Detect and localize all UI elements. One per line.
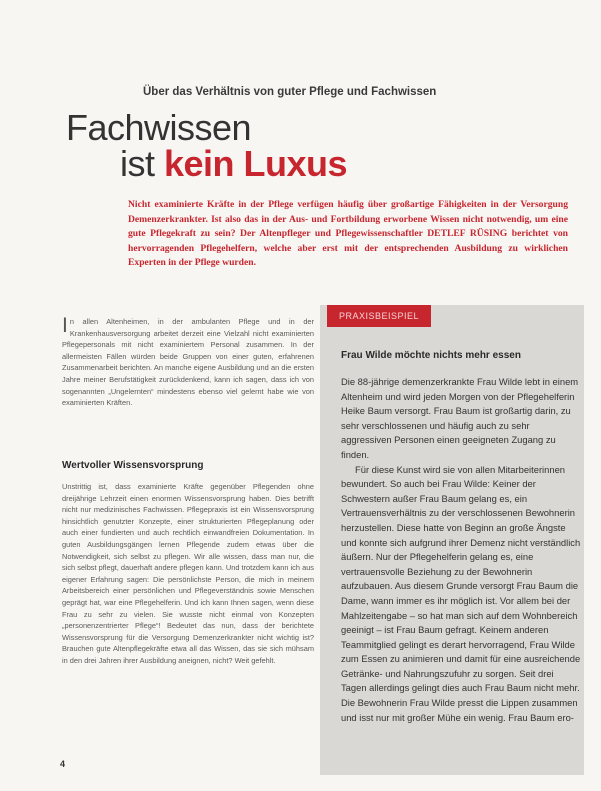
sidebar-paragraph-2: Für diese Kunst wird sie von allen Mitarbeiterinnen bewundert. So auch bei Frau Wilde: Keiner der Schwestern außer Frau Baum gelang es, ein Vertrauensverhältnis zu der verschlossenen Bewohnerin herzustellen. Diese hatte von Beginn an große Ängste und konnte sich aufgrund ihrer Demenz nicht verständlich äußern. Nur der Pflegehelferin gelang es, eine vertrauensvolle Beziehung zu der Bewohnerin aufzubauen. Aus diesem Grunde versorgt Frau Baum die Dame, wann immer es ihr möglich ist. Vor allem bei der Mahlzeitengabe – so hat man sich auf dem Wohnbereich geeinigt – ist Frau Baum gefragt. Keinem anderen Teammitglied gelingt es derart hervorragend, Frau Wilde zum Essen zu animieren und damit für eine ausreichende Getränke- und Nahrungszufuhr zu sorgen. Seit drei Tagen allerdings gelingt dies auch Frau Baum nicht mehr. Die Bewohnerin Frau Wilde presst die Lippen zusammen und isst nur mit großer Mühe ein wenig. Frau Baum ero- — [341, 463, 581, 723]
section-subhead: Wertvoller Wissensvorsprung — [62, 460, 204, 471]
lead-paragraph: Nicht examinierte Kräfte in der Pflege verfügen häufig über großartige Fähigkeiten in der Versorgung Demenzerkrankter. Ist also das in der Aus- und Fortbildung erworbene Wissen nicht notwendig, um eine gute Pflegekraft zu sein? Der Altenpfleger und Pflegewissenschaftler DETLEF RÜSING berichtet von hervorragenden Pflegehelfern, welche aber erst mit der entsprechenden Ausbildung zu wirklichen Experten in der Pflege wurden. — [128, 199, 568, 269]
sidebar-heading: Frau Wilde möchte nichts mehr essen — [341, 350, 521, 361]
title-highlight: kein Luxus — [164, 143, 348, 184]
article-kicker: Über das Verhältnis von guter Pflege und Fachwissen — [143, 86, 437, 98]
page-number: 4 — [60, 759, 66, 769]
drop-cap: I — [62, 314, 68, 337]
body-paragraph-2-text: Unstrittig ist, dass examinierte Kräfte gegenüber Pflegenden ohne dreijährige Lehrzeit einen enormen Wissensvorsprung haben. Dies betrifft nicht nur medizinisches Fachwissen. Pflegepraxis ist ein Wissensvorsprung hinsichtlich genutzter Konzepte, einer strukturierten Pflegeplanung oder auch einer fundierten und auch rechtlich einwandfreien Dokumentation. In guten Ausbildungsgängen lernen Pflegende zudem etwas über die Notwendigkeit, sich selbst zu pflegen. Wir alle wissen, dass man nur, die sich selbst pflegt, dauerhaft andere pflegen kann. Und trotzdem kann ich aus eigener Erfahrung sagen: Die persönlichste Person, die mich in meinem Arbeitsbereich einer persönlichen und Pflegeverständnis sowie Menschen geprägt hat, war eine Pflegehelferin. Und ich kann Ihnen sagen, wenn diese Frau zu sehr zu vielen. Sie wusste nicht einmal von Konzepten „personenzentrierter Pflege“! Bedeutet das nun, dass der berichtete Wissensvorsprung für die Versorgung Demenzerkrankter nicht wichtig ist? Brauchen gute Altenpflegekräfte etwa all das Wissen, das sie sich mühsam in den drei Jahren ihrer Ausbildung aneignen, nicht? Weit gefehlt. — [62, 482, 314, 665]
body-paragraph-2 — [62, 481, 314, 667]
body-paragraph-1 — [62, 316, 314, 409]
body-paragraph-1-text: n allen Altenheimen, in der ambulanten Pflege und in der Krankenhausversorgung arbeitet derzeit eine Vielzahl nicht examinierten Pflegepersonals mit nicht examiniertem Personal zusammen. In der allermeisten Fällen würden beide Gruppen von einer guten, erfahrenen Zusammenarbeit berichten. An manche eigene Ausbildung und an die ersten Jahre meiner Berufstätigkeit zurückdenkend, kann ich sagen, dass ich von sogenannten „Ungelernten“ mindestens ebenso viel gelernt habe wie von examinierten Kräften. — [62, 317, 314, 408]
sidebar-tab-label: PRAXISBEISPIEL — [327, 305, 431, 327]
sidebar-paragraph-1: Die 88-jährige demenzerkrankte Frau Wilde lebt in einem Altenheim und wird jeden Morgen von der Pflegehelferin Heike Baum versorgt. Frau Baum ist großartig darin, zu sehr verschlossenen und häufig auch zu sehr aggressiven Personen einen geeigneten Zugang zu finden. — [341, 376, 579, 460]
article-title-line1: Fachwissen — [66, 107, 252, 148]
title-prefix: ist — [120, 143, 155, 184]
sidebar-text — [341, 375, 581, 725]
article-title-line2 — [120, 144, 347, 184]
